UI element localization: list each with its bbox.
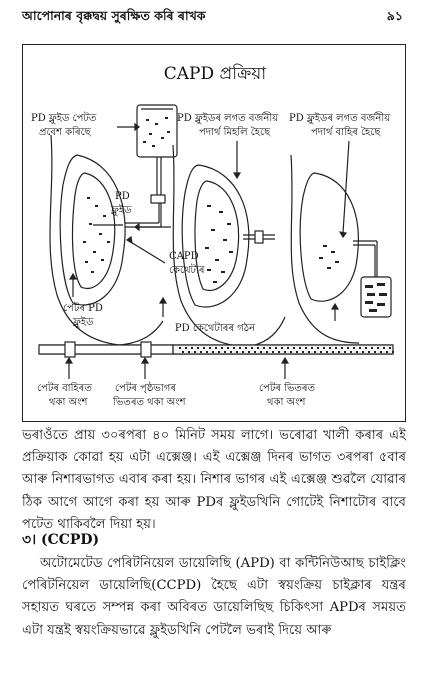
paragraph-exchange: ভৰাওঁতে প্ৰায় ৩০ৰপৰা ৪০ মিনিট সময় লাগে। ভৰোৱা খালী কৰাৰ এই প্ৰক্ৰিয়াক কোৱা হয় এটা এক্সেঞ্জ। এই এক্সেঞ্জ দিনৰ ভাগত ৩ৰপৰা ৫বাৰ আৰু নিশাৰভাগত এবাৰ কৰা হয়। নিশাৰ ভাগৰ এই এক্সেঞ্জ শুৱলৈ যোৱাৰ ঠিক আগে আগে কৰা হয় আৰু PDৰ ফ্লুইডখিনি গোটেই নিশাটোৰ বাবে পটেত থাকিবলৈ দিয়া হয়। (22, 428, 406, 532)
figure-title: CAPD প্ৰক্ৰিয়া (163, 64, 267, 84)
paragraph-apd: অটোমেটেড পেৰিটনিয়েল ডায়েলিছি (APD) বা কন্টিনিউআছ চাইক্লিং পেৰিটনিয়েল ডায়েলিছি(CCPD) হৈছে এটা স্বয়ংক্ৰিয় চাইক্লাৰ যন্ত্ৰৰ সহায়ত ঘৰতে সম্পন্ন কৰা অবিৰত ডায়েলিছিছ চিকিৎসা APDৰ সময়ত এটা যন্ত্ৰই স্বয়ংক্ৰিয়ভাৱে ফ্লুইডখিনি পেটলৈ ভৰাই দিয়ে আৰু (22, 556, 406, 638)
label-belly-pd-1: পেটৰ PD (63, 303, 103, 314)
label-outside-2: থকা অংশ (49, 397, 88, 408)
label-belly-pd-2: ফ্লুইড (73, 317, 94, 328)
label-pd-fluid-2: ফ্লুইড (111, 205, 132, 216)
label-outside-1: পেটৰ বাহিৰত (37, 383, 92, 394)
label-wall-2: ভিতৰত থকা অংশ (113, 397, 186, 408)
label-fluid-out-1: PD ফ্লুইডৰ লগত বৰ্জনীয় (289, 113, 391, 124)
label-pd-fluid-1: PD (115, 191, 130, 202)
capd-process-figure (22, 44, 406, 422)
catheter-structure (39, 321, 394, 379)
label-fluid-enter-1: PD ফ্লুইড পেটত (31, 113, 97, 124)
abdomen-middle (173, 145, 285, 347)
capd-illustration (23, 45, 407, 423)
running-header-title: আপোনাৰ বৃক্কদ্বয় সুৰক্ষিত কৰি ৰাখক (22, 8, 206, 23)
abdomen-right (291, 155, 391, 343)
page-number: ৯১ (386, 8, 403, 23)
label-inside-2: থকা অংশ (267, 397, 306, 408)
label-fluid-out-2: পদাৰ্থ বাহিৰ হৈছে (311, 127, 381, 138)
label-fluid-mix-1: PD ফ্লুইডৰ লগত বৰ্জনীয় (177, 113, 279, 124)
label-inside-1: পেটৰ ভিতৰত (259, 383, 316, 394)
label-catheter-structure: PD কেথেটাৰৰ গঠন (174, 323, 256, 334)
label-fluid-enter-2: প্ৰবেশ কৰিছে (39, 127, 91, 138)
label-capd-2: কেথেটাৰ (169, 265, 205, 276)
section-heading-ccpd: ৩। (CCPD) (22, 532, 100, 548)
label-capd-1: CAPD (169, 251, 199, 262)
label-wall-1: পেটৰ পৃষ্ঠভাগৰ (115, 383, 176, 394)
label-fluid-mix-2: পদাৰ্থ মিহলি হৈছে (199, 127, 271, 138)
